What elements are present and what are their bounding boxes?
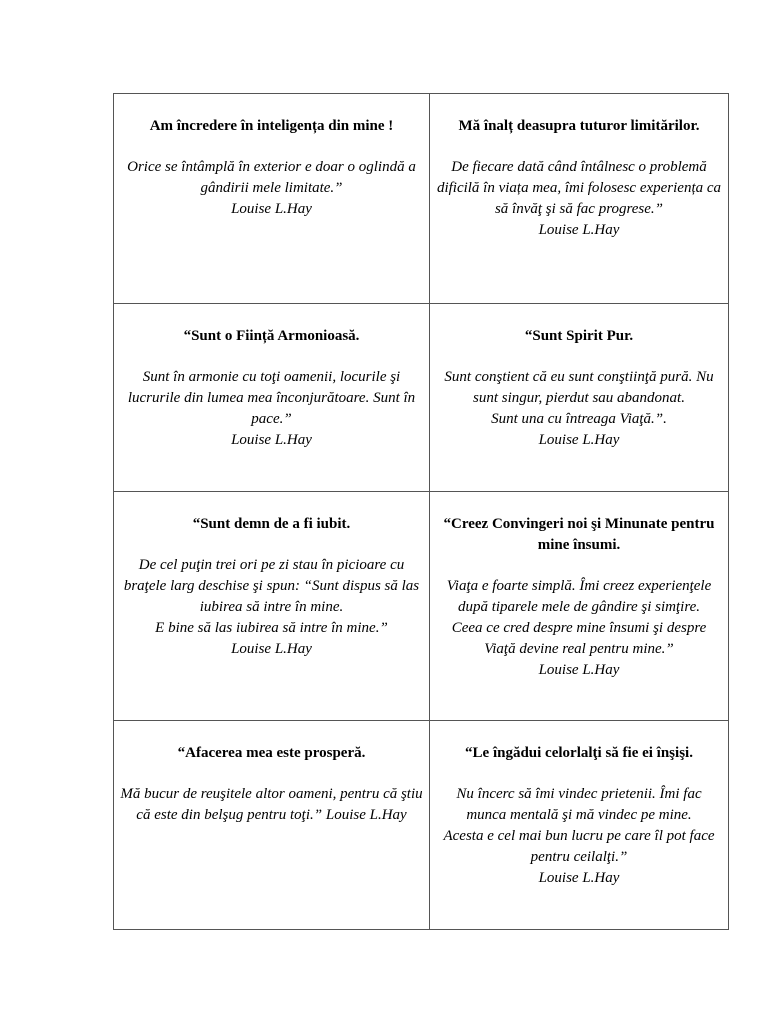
affirmation-card	[430, 721, 729, 930]
card-title: “Sunt o Ființă Armonioasă.	[183, 328, 360, 344]
card-quote: De fiecare dată când întâlnesc o problemă dificilă în viața mea, îmi folosesc experiența ca să învăţ şi să fac progrese.” Louise L.Hay	[436, 159, 722, 238]
affirmation-cards-table	[113, 93, 729, 930]
card-quote: Orice se întâmplă în exterior e doar o oglindă a gândirii mele limitate.” Louise L.Hay	[127, 159, 416, 217]
card-quote: Sunt conştient că eu sunt conştiinţă pură. Nu sunt singur, pierdut sau abandonat. Sunt una cu întreaga Viaţă.”. Louise L.Hay	[444, 369, 714, 448]
card-quote: Sunt în armonie cu toţi oamenii, locurile şi lucrurile din lumea mea înconjurătoare. Sunt în pace.” Louise L.Hay	[127, 369, 416, 448]
card-row	[114, 721, 729, 930]
affirmation-card	[114, 492, 430, 721]
card-title: “Le îngădui celorlalţi să fie ei înşişi.	[465, 745, 693, 761]
affirmation-card	[430, 492, 729, 721]
card-quote: Nu încerc să îmi vindec prietenii. Îmi fac munca mentală şi mă vindec pe mine. Acesta e cel mai bun lucru pe care îl pot face pentru ceilalţi.” Louise L.Hay	[443, 786, 715, 886]
card-quote: De cel puţin trei ori pe zi stau în picioare cu braţele larg deschise şi spun: “Sunt dispus să las iubirea să intre în mine. E bine să las iubirea să intre în mine.” Louise L.Hay	[123, 557, 420, 657]
card-title: “Sunt Spirit Pur.	[524, 328, 634, 344]
card-title: “Sunt demn de a fi iubit.	[192, 516, 351, 532]
affirmation-card	[114, 304, 430, 492]
card-title: “Creez Convingeri noi şi Minunate pentru mine însumi.	[443, 516, 715, 553]
card-title: Am încredere în inteligența din mine !	[149, 118, 394, 134]
card-row	[114, 94, 729, 304]
card-quote: Viaţa e foarte simplă. Îmi creez experienţele după tiparele mele de gândire şi simţire. Ceea ce cred despre mine însumi şi despre Viaţă devine real pentru mine.” Louise L.Hay	[446, 578, 712, 678]
card-row	[114, 304, 729, 492]
affirmation-card	[114, 721, 430, 930]
affirmation-card	[114, 94, 430, 304]
card-title: Mă înalț deasupra tuturor limitărilor.	[458, 118, 700, 134]
card-quote: Mă bucur de reuşitele altor oameni, pentru că ştiu că este din belşug pentru toţi.” Louise L.Hay	[120, 786, 423, 823]
card-title: “Afacerea mea este prosperă.	[177, 745, 366, 761]
card-row	[114, 492, 729, 721]
affirmation-card	[430, 94, 729, 304]
affirmation-card	[430, 304, 729, 492]
